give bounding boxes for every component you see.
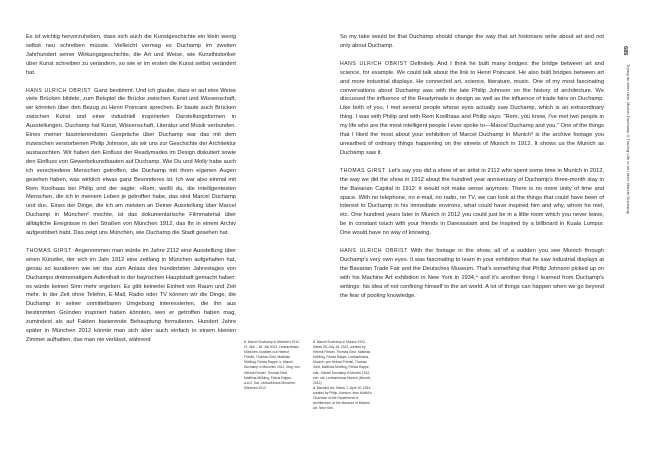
paragraph <box>340 33 604 51</box>
paragraph-text: Es ist wichtig hervorzuheben, dass sich auch die Kunstgeschichte ein klein wenig selbst neu schreiben müsste. Vielleicht vermag es Duchamp im zweiten Jahrhundert seiner Wirkungsgeschichte, die Art und Weise, wie Kunsthistoriker über Kunst schreiben zu verändern, so wie er im ersten die Kunst selbst verändert hat. <box>26 34 236 76</box>
footnote-number: 2 <box>244 340 246 344</box>
speaker-name: THOMAS GIRST <box>26 247 72 254</box>
footnote-text: Marcel Duchamp in Munich 1912, March 30–July 15, 2012, curated by Helmut Friedel, Thomas Girst, Matthias Mühling, Felicia Rappe, Lenbachhaus, Munich; see Helmut Friedel, Thomas Girst, Matthias Mühling, Felicia Rappe, eds., Marcel Duchamp in Munich 1912, exh. cat. Lenbachhaus Munich (Munich, 2012). <box>313 340 372 385</box>
speaker-name: HANS ULRICH OBRIST <box>340 248 408 255</box>
paragraph-text: Definitely. And I think he built many bridges: the bridge between art and science, for example. We could talk about the link to Henri Poincaré. He also built bridges between art and more industrial displays. He connected art, science, literature, music. One of my most fascinating conversations about Duchamp was with the late Philip Johnson on the history of architecture. We discussed the influence of the Readymade in design as well as the influence of trade fairs on Duchamp. Like both of you, I met several people whose eyes actually saw Duchamp, which is an extraordinary thing. I was with Philip and with Rem Koolhaas and Philip says: "Rem, you know, I've met two people in my life who are the most intelligent people I ever spoke to—Marcel Duchamp and you." One of the things that I liked the most about your exhibition of Marcel Duchamp in Munich³ is the archive footage you unearthed of ordinary things happening on the streets of Munich in 1912. It shows us the Munich as Duchamp saw it. <box>340 60 604 156</box>
footnote-entry <box>313 340 373 386</box>
paragraph-text: Angenommen man würde im Jahre 2112 eine Ausstellung über einen Künstler, der sich im Jahr 1912 eine zeitlang in München aufgehalten hat, genau so kuratieren wie wir das zum Anlass des hundertsten Jahrestages von Duchamps dreimonatigem Aufenthalt in der bayrischen Hauptstadt gemacht haben: es würde keinen Sinn mehr ergeben. Es gibt keinerlei Einheit von Raum und Zeit mehr. In der Zeit ohne Telefon, E-Mail, Radio oder TV können wir die Dinge, die Duchamp in seiner unmittelbaren Umgebung interessierten, die ihn aus bestimmten Gründen inspiriert haben könnten, wen er getroffen haben mag, zumindest als auf Fakten basierende Behauptung formulieren. Hundert Jahre später in München 2012 könnte man sich aber auch einfach in einem kleinen Zimmer aufhalten, das man nie verlässt, während <box>26 247 236 343</box>
paragraph <box>340 167 604 238</box>
footnote-german <box>244 340 300 391</box>
paragraph <box>26 87 236 238</box>
footnote-number: 4 <box>313 385 315 390</box>
footnote-entry <box>313 386 373 411</box>
footnote-english <box>313 340 373 411</box>
paragraph <box>340 247 604 300</box>
page-number: 685 <box>622 46 628 56</box>
speaker-name: HANS ULRICH OBRIST <box>26 87 92 94</box>
footnote-text: Marcel Duchamp in München 1912, 21. Mai – 16. Juli 2012, Lenbachhaus München, kuratiert von Helmut Friedel, Thomas Girst, Matthias Mühling, Felicia Rappe, s. Marcel Duchamp in München 1912, hrsg. von Helmut Friedel, Thomas Girst, Matthias Mühling, Felicia Rappe, a.a.O. Kat. Lenbachhaus München, München 2012 <box>244 340 300 390</box>
left-column-german-text <box>26 33 236 345</box>
footnote-text: Machine Art, March 7–April 16, 1934, curated by Philip Johnson, then MoMA's Chairman of the Department of Architecture, at the Museum of Modern Art, New York. <box>313 385 372 411</box>
paragraph-text: With the footage in the show, all of a sudden you see Munich through Duchamp's very own eyes. It was fascinating to learn in your exhibition that he saw industrial displays at the Bavarian Trade Fair and the Deutsches Museum. That's something that Philip Johnson picked up on with his Machine Art exhibition in New York in 1934,⁴ and it's another thing I learned from Duchamp's writings: his idea of not confining himself to the art world. A lot of things can happen when we go beyond the fear of pooling knowledge. <box>340 248 604 299</box>
paragraph <box>340 60 604 158</box>
speaker-name: THOMAS GIRST <box>340 167 386 174</box>
paragraph-text: Let's say you did a show of an artist in 2112 who spent some time in Munich in 2012, the way we did the show in 1912 about the hundred year anniversary of Duchamp's three-month stay in the Bavarian Capital in 1912: it would not make sense anymore. There is no more unity of time and space. With no telephone, no e-mail, no radio, no TV, we can look at the things that could have been of interest to Duchamp in his immediate environs, what could have inspired him and why, whom he met, etc. One hundred years later in Munich in 2012 you could just be in a little room which you never leave, be in constant touch with your friends in Daressalam and be inspired by a billboard in Kuala Lumpur. One would have no way of knowing. <box>340 167 604 237</box>
paragraph <box>26 33 236 78</box>
paragraph <box>26 247 236 345</box>
speaker-name: HANS ULRICH OBRIST <box>340 60 408 67</box>
running-head: Trying an Alter über Marcel Duchamp // Tracing Life in ein über Marcel Duchamp <box>626 64 631 215</box>
paragraph-text: So my take would be that Duchamp should change the way that art historians write about art and not only about Duchamp. <box>340 34 604 49</box>
footnote-number: 3 <box>313 340 315 344</box>
paragraph-text: Ganz bestimmt. Und ich glaube, dass er auf eine Weise viele Brücken bildete, zum Beispiel die Brücke zwischen Kunst und Wissenschaft, wir könnten über den Bezug zu Henri Poincaré sprechen. Er baute auch Brücken zwischen Kunst und einer industriell inspirierten Darstellungsformen in Ausstellungen. Duchamp hat Kunst, Wissenschaft, Literatur und Musik verbunden. Eines meiner faszinierendsten Gespräche über Duchamp war das mit dem inzwischen verstorbenen Philip Johnson, als wir uns zur Geschichte der Architektur austauschten. Wir haben den Einfluss der Readymades im Design diskutiert sowie den Einfluss von Gewerbekunstbauten auf Duchamp. Wie Du und Molly habe auch ich verschiedene Menschen getroffen, die Duchamp mit ihren eigenen Augen gesehen haben, was wirklich etwas ganz Besonderes ist. Ich war also einmal mit Rem Koolhaas bei Philip und der sagte: »Rem, weißt du, die intelligentesten Menschen, die ich in meinem Leben je getroffen habe, das sind Marcel Duchamp und du«. Eines der Dinge, die ich am meisten an Deiner Ausstellung über Marcel Duchamp in München² mochte, ist das dokumentarische Filmmaterial über alltägliche Ereignisse in den Straßen von München 1912, das Ihr in einem Archiv aufgestöbert habt. Das zeigt uns München, wie Duchamp die Stadt gesehen hat. <box>26 87 236 237</box>
right-column-english-text <box>340 33 604 300</box>
